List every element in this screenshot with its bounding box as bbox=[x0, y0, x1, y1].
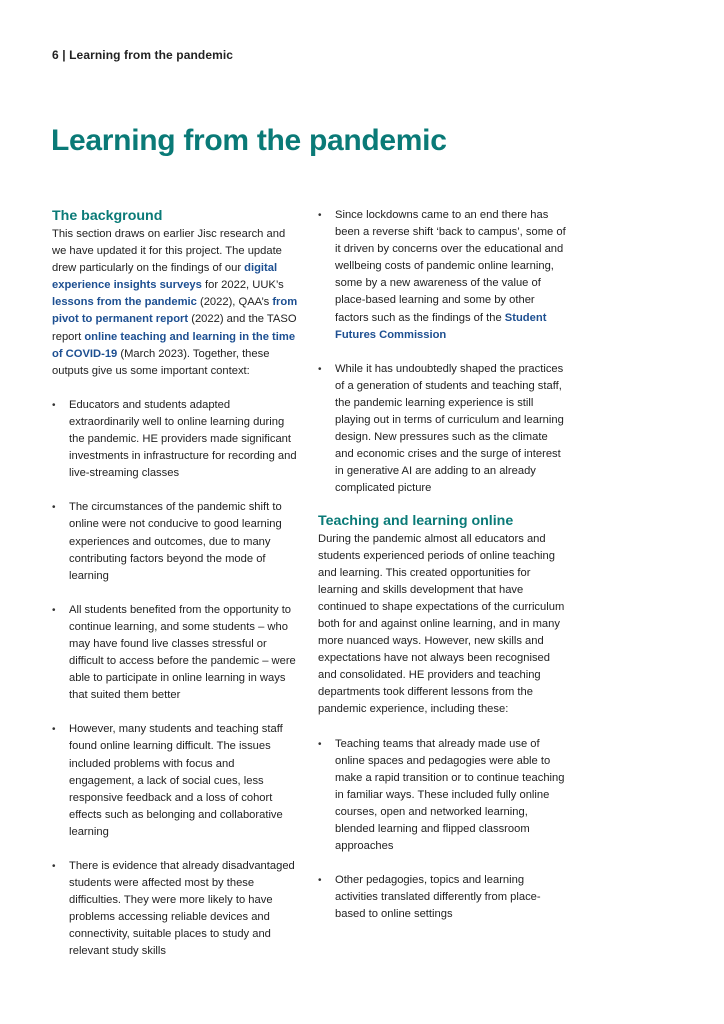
list-item bbox=[318, 207, 566, 344]
section-heading-background: The background bbox=[52, 208, 163, 224]
list-item: • While it has undoubtedly shaped the practices of a generation of students and teaching staff, the pandemic learning experience is still playing out in terms of curriculum and learning design. New pressures such as the climate and economic crises and the surge of interest in generative AI are adding to an already complicated picture bbox=[318, 361, 566, 498]
intro-text-5: (March 2023). Together, these outputs give us some important context: bbox=[52, 347, 270, 377]
link-digital-experience-insights[interactable]: digital experience insights surveys bbox=[52, 262, 278, 292]
link-lessons-from-pandemic[interactable]: lessons from the pandemic bbox=[52, 296, 197, 309]
page-number: 6 bbox=[52, 48, 59, 62]
left-column bbox=[52, 207, 300, 961]
page-title: Learning from the pandemic bbox=[51, 124, 447, 157]
background-intro bbox=[52, 226, 300, 380]
teaching-bullet-list bbox=[318, 736, 566, 924]
list-item: • There is evidence that already disadvantaged students were affected most by these difficulties. They were more likely to have problems accessing reliable devices and connectivity, suitable places to study and relevant study skills bbox=[52, 858, 300, 961]
link-online-teaching-covid[interactable]: online teaching and learning in the time of COVID-19 bbox=[52, 330, 296, 360]
link-student-futures-commission[interactable]: Student Futures Commission bbox=[335, 311, 547, 341]
list-item: • All students benefited from the opportunity to continue learning, and some students – who may have found live classes stressful or difficult to access before the pandemic – were able to participate in online learning in ways that suited them better bbox=[52, 602, 300, 705]
list-item: • However, many students and teaching staff found online learning difficult. The issues included problems with focus and engagement, a lack of social cues, less responsive feedback and a loss of cohort effects such as belonging and collaborative learning bbox=[52, 721, 300, 841]
list-item: • Teaching teams that already made use of online spaces and pedagogies were able to make a rapid transition or to continue teaching in familiar ways. These included fully online courses, open and networked learning, blended learning and flipped classroom approaches bbox=[318, 736, 566, 856]
list-item: • Other pedagogies, topics and learning activities translated differently from place-based to online settings bbox=[318, 872, 566, 923]
intro-text-1: This section draws on earlier Jisc research and we have updated it for this project. The update drew particularly on the findings of our bbox=[52, 228, 286, 275]
right-column bbox=[318, 207, 566, 923]
intro-text-2: for 2022, UUK’s bbox=[201, 279, 284, 292]
background-bullet-list bbox=[52, 397, 300, 961]
section-heading-teaching: Teaching and learning online bbox=[318, 512, 514, 529]
bullet-text: Since lockdowns came to an end there has been a reverse shift ‘back to campus’, some of it driven by concerns over the educational and wellbeing costs of pandemic online learning, some by a new awareness of the value of place-based learning and some by other factors such as the findings of the bbox=[335, 209, 566, 324]
list-item: • Educators and students adapted extraordinarily well to online learning during the pandemic. HE providers made significant investments in infrastructure for recording and live-streaming classes bbox=[52, 397, 300, 482]
intro-text-3: (2022), QAA’s bbox=[196, 296, 273, 309]
running-title: Learning from the pandemic bbox=[69, 48, 234, 62]
intro-text-4: (2022) and the TASO report bbox=[52, 313, 297, 343]
teaching-intro: During the pandemic almost all educators and students experienced periods of online teaching and learning. This created opportunities for learning and skills development that have continued to shape expectations of the curriculum both for and against online learning, and in many more nuanced ways. However, new skills and expectations have not always been recognised and consolidated. HE providers and teaching departments took different lessons from the pandemic experience, including these: bbox=[318, 532, 565, 716]
background-bullet-list-continued bbox=[318, 207, 566, 498]
header-separator: | bbox=[62, 48, 66, 62]
running-header bbox=[52, 48, 233, 62]
link-pivot-to-permanent[interactable]: from pivot to permanent report bbox=[52, 296, 298, 326]
list-item: • The circumstances of the pandemic shift to online were not conducive to good learning experiences and outcomes, due to many contributing factors beyond the mode of learning bbox=[52, 499, 300, 584]
